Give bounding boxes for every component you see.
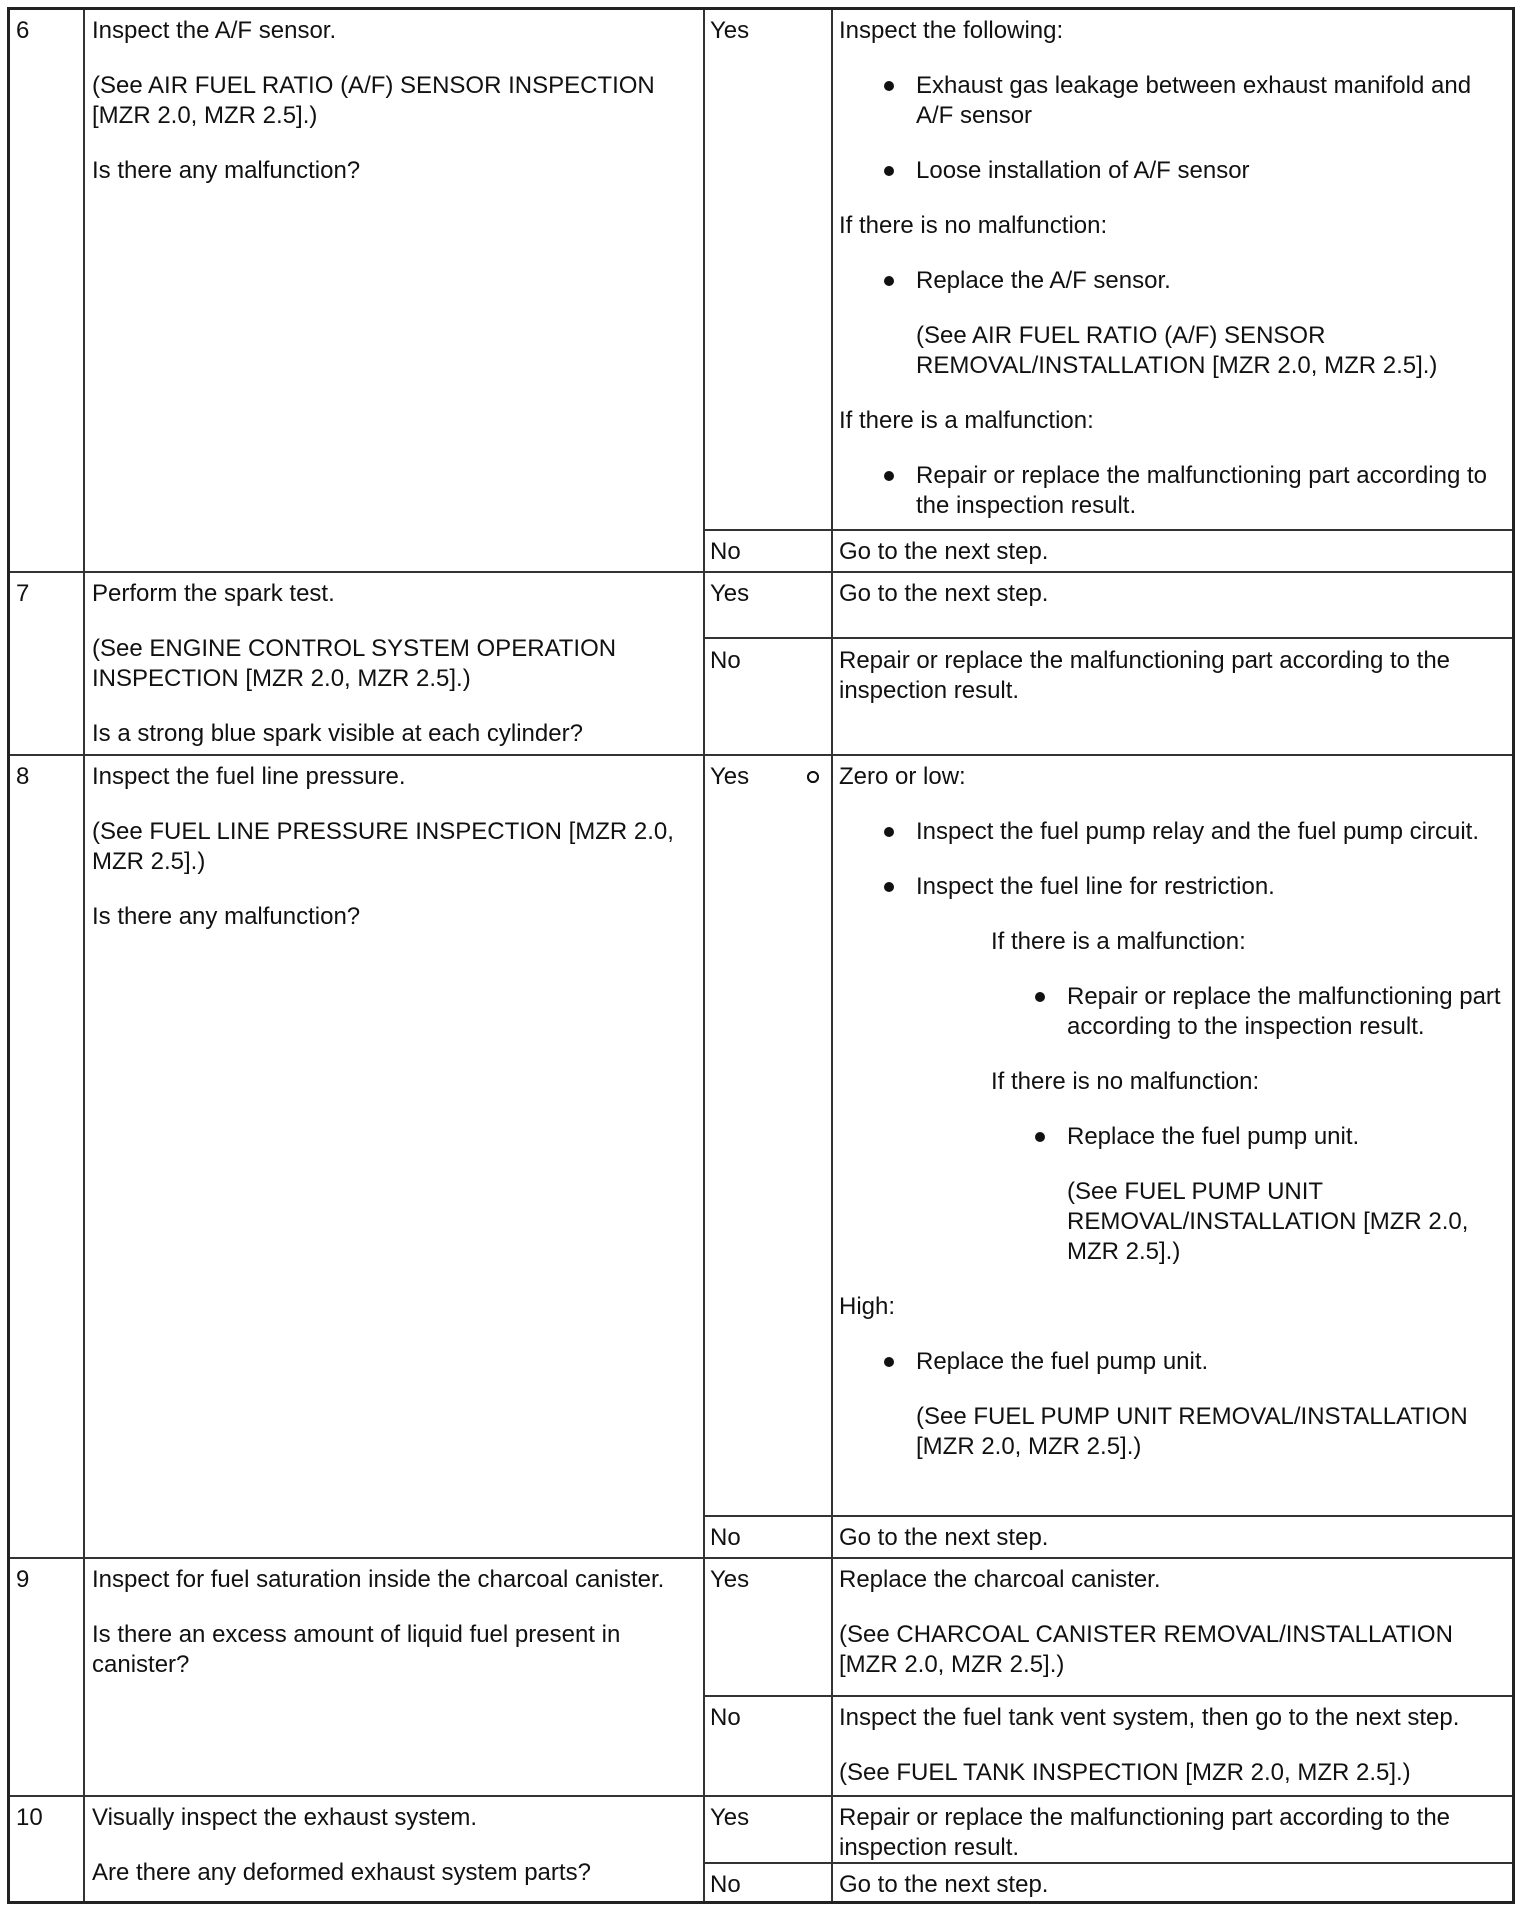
step-number: 7 bbox=[16, 580, 30, 607]
action-text: If there is a malfunction: bbox=[839, 407, 1094, 434]
yes-action bbox=[839, 16, 1509, 521]
question-text: Inspect for fuel saturation inside the charcoal canister. bbox=[92, 1566, 665, 1593]
action-text: If there is no malfunction: bbox=[839, 212, 1108, 239]
no-action: Go to the next step. bbox=[839, 1871, 1049, 1898]
step-number: 10 bbox=[16, 1804, 43, 1831]
column-divider bbox=[831, 10, 833, 1901]
yes-label: Yes bbox=[710, 1804, 750, 1831]
question-text: Inspect the fuel line pressure. bbox=[92, 763, 406, 790]
question-reference: (See FUEL LINE PRESSURE INSPECTION [MZR 2.0, MZR 2.5].) bbox=[92, 818, 674, 875]
bullet-item: Repair or replace the malfunctioning part according to the inspection result. bbox=[1067, 982, 1509, 1042]
yes-action: Repair or replace the malfunctioning part according to the inspection result. bbox=[839, 1804, 1451, 1861]
step-question bbox=[92, 579, 704, 749]
question-text: Perform the spark test. bbox=[92, 580, 335, 607]
action-text: Inspect the fuel tank vent system, then go to the next step. bbox=[839, 1704, 1460, 1731]
bullet-item: Replace the fuel pump unit. bbox=[1067, 1122, 1509, 1152]
yes-no-divider bbox=[703, 1695, 1512, 1697]
action-reference: (See CHARCOAL CANISTER REMOVAL/INSTALLATION [MZR 2.0, MZR 2.5].) bbox=[839, 1621, 1453, 1678]
no-label: No bbox=[710, 647, 741, 674]
action-reference: (See FUEL PUMP UNIT REMOVAL/INSTALLATION [MZR 2.0, MZR 2.5].) bbox=[1067, 1178, 1469, 1265]
yes-action bbox=[839, 762, 1509, 1462]
no-label: No bbox=[710, 1871, 741, 1898]
question-text: Is a strong blue spark visible at each cylinder? bbox=[92, 720, 583, 747]
sub-bullet-item: If there is a malfunction: bbox=[991, 927, 1509, 957]
question-text: Are there any deformed exhaust system parts? bbox=[92, 1859, 591, 1886]
step-number: 9 bbox=[16, 1566, 30, 1593]
yes-label: Yes bbox=[710, 17, 750, 44]
yes-no-divider bbox=[703, 637, 1512, 639]
step-question bbox=[92, 762, 704, 932]
bullet-item: Loose installation of A/F sensor bbox=[916, 156, 1509, 186]
no-label: No bbox=[710, 1704, 741, 1731]
bullet-item: Replace the A/F sensor. bbox=[916, 266, 1509, 296]
question-text: Visually inspect the exhaust system. bbox=[92, 1804, 478, 1831]
yes-label: Yes bbox=[710, 1566, 750, 1593]
bullet-item: Replace the fuel pump unit. bbox=[916, 1347, 1509, 1377]
action-reference: (See AIR FUEL RATIO (A/F) SENSOR REMOVAL/INSTALLATION [MZR 2.0, MZR 2.5].) bbox=[916, 322, 1438, 379]
yes-no-divider bbox=[703, 529, 1512, 531]
action-text: Inspect the following: bbox=[839, 17, 1064, 44]
step-question bbox=[92, 1803, 704, 1888]
no-label: No bbox=[710, 1524, 741, 1551]
bullet-item: Inspect the fuel line for restriction. bbox=[916, 872, 1509, 902]
action-text: Replace the charcoal canister. bbox=[839, 1566, 1161, 1593]
step-number: 6 bbox=[16, 17, 30, 44]
yes-label: Yes bbox=[710, 580, 750, 607]
action-reference: (See FUEL PUMP UNIT REMOVAL/INSTALLATION [MZR 2.0, MZR 2.5].) bbox=[916, 1403, 1468, 1460]
no-action bbox=[839, 1703, 1509, 1788]
yes-action bbox=[839, 1565, 1509, 1680]
row-divider bbox=[10, 1557, 1512, 1559]
row-divider bbox=[10, 1795, 1512, 1797]
yes-action: Go to the next step. bbox=[839, 580, 1049, 607]
troubleshooting-table bbox=[7, 7, 1515, 1904]
no-action: Go to the next step. bbox=[839, 1524, 1049, 1551]
question-text: Is there any malfunction? bbox=[92, 157, 361, 184]
question-reference: (See ENGINE CONTROL SYSTEM OPERATION INSPECTION [MZR 2.0, MZR 2.5].) bbox=[92, 635, 617, 692]
column-divider bbox=[83, 10, 85, 1901]
question-reference: (See AIR FUEL RATIO (A/F) SENSOR INSPECTION [MZR 2.0, MZR 2.5].) bbox=[92, 72, 655, 129]
question-text: Inspect the A/F sensor. bbox=[92, 17, 337, 44]
step-question bbox=[92, 1565, 704, 1680]
action-text: Zero or low: bbox=[839, 763, 966, 790]
yes-no-divider bbox=[703, 1515, 1512, 1517]
step-question bbox=[92, 16, 704, 186]
yes-label: Yes bbox=[710, 763, 750, 790]
step-number: 8 bbox=[16, 763, 30, 790]
row-divider bbox=[10, 754, 1512, 756]
action-text: High: bbox=[839, 1293, 896, 1320]
bullet-item: Exhaust gas leakage between exhaust manifold and A/F sensor bbox=[916, 71, 1509, 131]
no-action: Repair or replace the malfunctioning part according to the inspection result. bbox=[839, 647, 1451, 704]
question-text: Is there any malfunction? bbox=[92, 903, 361, 930]
sub-bullet-item: If there is no malfunction: bbox=[991, 1067, 1509, 1097]
no-label: No bbox=[710, 538, 741, 565]
question-text: Is there an excess amount of liquid fuel present in canister? bbox=[92, 1621, 621, 1678]
bullet-item: Repair or replace the malfunctioning part according to the inspection result. bbox=[916, 461, 1509, 521]
action-reference: (See FUEL TANK INSPECTION [MZR 2.0, MZR 2.5].) bbox=[839, 1759, 1411, 1786]
no-action: Go to the next step. bbox=[839, 538, 1049, 565]
row-divider bbox=[10, 571, 1512, 573]
bullet-item: Inspect the fuel pump relay and the fuel pump circuit. bbox=[916, 817, 1509, 847]
